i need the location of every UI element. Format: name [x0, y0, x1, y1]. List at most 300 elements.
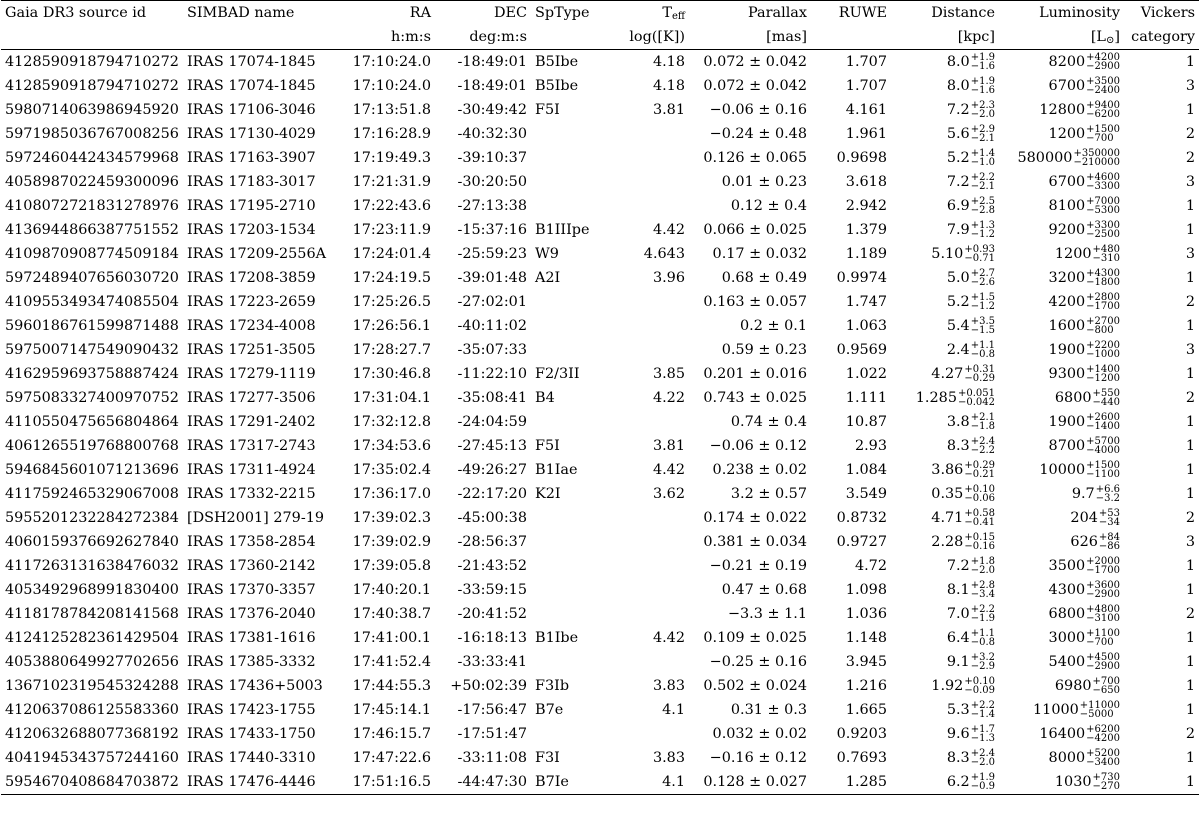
luminosity-error-upper: +3600	[1086, 580, 1120, 591]
cell-vickers-category: 1	[1185, 702, 1195, 718]
cell-luminosity	[999, 626, 1124, 650]
luminosity-error-lower: −3100	[1086, 613, 1120, 624]
table-row	[1, 218, 1199, 242]
luminosity-error-upper: +5200	[1086, 748, 1120, 759]
luminosity-error-lower: −2900	[1086, 589, 1120, 600]
table-row	[1, 578, 1199, 602]
distance-error	[971, 629, 995, 647]
table-row	[1, 506, 1199, 530]
cell-teff	[611, 170, 689, 194]
luminosity-value: 3500	[1048, 558, 1086, 574]
cell-teff: 3.81	[652, 438, 685, 454]
header-parallax-unit: [mas]	[689, 25, 811, 50]
cell-dec: -33:59:15	[457, 582, 527, 598]
distance-error-lower: −2.2	[970, 445, 995, 456]
cell-teff: 3.83	[652, 678, 685, 694]
luminosity-error	[1086, 581, 1120, 599]
cell-luminosity	[999, 98, 1124, 122]
distance-value: 4.27	[931, 366, 964, 382]
distance-error-upper: +1.1	[970, 340, 995, 351]
luminosity-error-lower: −2500	[1086, 229, 1120, 240]
cell-vickers-category: 1	[1185, 630, 1195, 646]
cell-sptype: B1Ibe	[535, 630, 579, 646]
cell-simbad-name: IRAS 17106-3046	[187, 102, 316, 118]
distance-value: 5.2	[946, 150, 970, 166]
header-lum-unit-post: ]	[1114, 28, 1120, 45]
cell-dec: -27:02:01	[457, 294, 527, 310]
distance-error	[971, 53, 995, 71]
distance-error	[958, 389, 995, 407]
cell-ruwe: 2.93	[854, 438, 887, 454]
luminosity-error-lower: −1800	[1086, 277, 1120, 288]
distance-error	[971, 197, 995, 215]
distance-value: 6.2	[946, 774, 970, 790]
header-ra: RA	[343, 1, 435, 26]
distance-value: 5.6	[946, 126, 970, 142]
luminosity-value: 6980	[1054, 678, 1092, 694]
cell-simbad-name: IRAS 17183-3017	[187, 174, 316, 190]
cell-ra: 17:41:52.4	[352, 654, 431, 670]
luminosity-error-upper: +1400	[1086, 364, 1120, 375]
cell-ra: 17:21:31.9	[352, 174, 431, 190]
header-units-gaia	[1, 25, 183, 50]
cell-simbad-name: IRAS 17234-4008	[187, 318, 316, 334]
cell-gaia-id: 5980714063986945920	[5, 102, 179, 118]
cell-simbad-name: IRAS 17163-3907	[187, 150, 316, 166]
distance-error-lower: −3.4	[970, 589, 995, 600]
cell-ra: 17:40:20.1	[352, 582, 431, 598]
cell-gaia-id: 4061265519768800768	[5, 438, 179, 454]
cell-gaia-id: 5960186761599871488	[5, 318, 179, 334]
distance-error	[971, 341, 995, 359]
cell-vickers-category: 1	[1185, 558, 1195, 574]
cell-dec: -44:47:30	[435, 770, 531, 795]
luminosity-error-upper: +1500	[1086, 124, 1120, 135]
cell-ruwe: 1.961	[845, 126, 887, 142]
luminosity-error-upper: +1500	[1086, 460, 1120, 471]
cell-luminosity	[999, 242, 1124, 266]
cell-ruwe: 2.942	[845, 198, 887, 214]
cell-teff	[611, 650, 689, 674]
header-lum-unit-pre: [L	[1090, 28, 1106, 45]
luminosity-value: 1030	[1054, 774, 1092, 790]
cell-ruwe: 1.216	[845, 678, 887, 694]
cell-gaia-id: 5954670408684703872	[1, 770, 183, 795]
cell-sptype	[531, 530, 611, 554]
cell-teff	[611, 146, 689, 170]
cell-ruwe: 3.618	[845, 174, 887, 190]
cell-sptype: B5Ibe	[535, 54, 579, 70]
cell-distance	[891, 170, 999, 194]
luminosity-value: 6800	[1048, 606, 1086, 622]
luminosity-error-upper: +9400	[1086, 100, 1120, 111]
cell-sptype	[531, 314, 611, 338]
cell-dec: -28:56:37	[457, 534, 527, 550]
cell-sptype: K2I	[535, 486, 561, 502]
cell-dec: -39:01:48	[457, 270, 527, 286]
luminosity-error-upper: +2700	[1086, 316, 1120, 327]
cell-sptype: B4	[535, 390, 555, 406]
distance-error	[971, 437, 995, 455]
cell-gaia-id: 5971985036767008256	[5, 126, 179, 142]
cell-distance	[891, 362, 999, 386]
cell-gaia-id: 4053880649927702656	[5, 654, 179, 670]
luminosity-error	[1086, 197, 1120, 215]
header-teff-subscript: eff	[671, 10, 685, 22]
distance-error-lower: −1.9	[970, 613, 995, 624]
cell-teff: 3.81	[652, 102, 685, 118]
table-row	[1, 434, 1199, 458]
distance-error-upper: +3.5	[970, 316, 995, 327]
cell-teff: 4.18	[652, 78, 685, 94]
distance-error-upper: +0.10	[964, 484, 995, 495]
distance-error-lower: −2.6	[970, 277, 995, 288]
cell-ra: 17:39:05.8	[352, 558, 431, 574]
cell-ra: 17:34:53.6	[352, 438, 431, 454]
cell-luminosity	[999, 722, 1124, 746]
cell-simbad-name: IRAS 17476-4446	[183, 770, 343, 795]
distance-error	[964, 461, 995, 479]
cell-ruwe: 1.707	[845, 78, 887, 94]
cell-ra: 17:24:01.4	[352, 246, 431, 262]
distance-error-lower: −2.8	[970, 205, 995, 216]
cell-teff	[611, 554, 689, 578]
cell-dec: -22:17:20	[457, 486, 527, 502]
cell-ruwe: 4.161	[845, 102, 887, 118]
table-row	[1, 530, 1199, 554]
cell-gaia-id: 5955201232284272384	[5, 510, 179, 526]
table-row	[1, 146, 1199, 170]
cell-ruwe: 0.9698	[836, 150, 887, 166]
cell-dec: -16:18:13	[457, 630, 527, 646]
cell-gaia-id: 4109870908774509184	[5, 246, 179, 262]
distance-error-upper: +2.9	[970, 124, 995, 135]
cell-ra: 17:32:12.8	[352, 414, 431, 430]
distance-error-upper: +2.1	[970, 412, 995, 423]
cell-teff: 4.42	[652, 630, 685, 646]
cell-simbad-name: IRAS 17436+5003	[187, 678, 323, 694]
cell-simbad-name: IRAS 17223-2659	[187, 294, 316, 310]
distance-error	[971, 557, 995, 575]
cell-distance	[891, 554, 999, 578]
luminosity-error	[1086, 53, 1120, 71]
distance-error-lower: −0.06	[964, 493, 995, 504]
luminosity-error-upper: +2200	[1086, 340, 1120, 351]
distance-value: 7.0	[946, 606, 970, 622]
cell-luminosity	[999, 74, 1124, 98]
distance-value: 3.86	[931, 462, 964, 478]
luminosity-error	[1086, 101, 1120, 119]
luminosity-error	[1086, 77, 1120, 95]
cell-luminosity	[999, 338, 1124, 362]
cell-dec: -27:45:13	[457, 438, 527, 454]
cell-ruwe: 1.036	[845, 606, 887, 622]
table-row	[1, 74, 1199, 98]
header-units-sptype	[531, 25, 611, 50]
cell-distance	[891, 674, 999, 698]
cell-ra: 17:28:27.7	[352, 342, 431, 358]
cell-ra: 17:25:26.5	[352, 294, 431, 310]
cell-vickers-category: 1	[1185, 222, 1195, 238]
luminosity-error-upper: +4500	[1086, 652, 1120, 663]
cell-dec: -30:20:50	[457, 174, 527, 190]
table-row	[1, 770, 1199, 795]
distance-error-lower: −2.1	[970, 181, 995, 192]
cell-ruwe: 0.9727	[836, 534, 887, 550]
cell-dec: -27:13:38	[457, 198, 527, 214]
cell-gaia-id: 4109553493474085504	[5, 294, 179, 310]
cell-simbad-name: IRAS 17433-1750	[187, 726, 316, 742]
table-row	[1, 482, 1199, 506]
cell-ra: 17:10:24.0	[352, 78, 431, 94]
cell-vickers-category: 1	[1185, 750, 1195, 766]
table-row	[1, 698, 1199, 722]
distance-error-lower: −0.21	[964, 469, 995, 480]
cell-vickers-category: 3	[1185, 246, 1195, 262]
cell-distance	[891, 746, 999, 770]
distance-value: 1.92	[931, 678, 964, 694]
cell-distance	[891, 698, 999, 722]
distance-error	[964, 365, 995, 383]
table-row	[1, 362, 1199, 386]
distance-error-lower: −0.71	[964, 253, 995, 264]
distance-error-upper: +0.15	[964, 532, 995, 543]
distance-value: 9.1	[946, 654, 970, 670]
distance-error-upper: +0.31	[964, 364, 995, 375]
cell-distance	[891, 410, 999, 434]
distance-error-lower: −1.2	[970, 229, 995, 240]
cell-distance	[891, 482, 999, 506]
luminosity-error	[1093, 389, 1120, 407]
cell-ra: 17:41:00.1	[352, 630, 431, 646]
cell-distance	[891, 290, 999, 314]
luminosity-value: 4300	[1048, 582, 1086, 598]
distance-error	[964, 509, 995, 527]
header-ruwe: RUWE	[811, 1, 891, 26]
cell-teff	[611, 530, 689, 554]
distance-error-upper: +2.7	[970, 268, 995, 279]
luminosity-error-lower: −2900	[1086, 661, 1120, 672]
distance-error	[971, 653, 995, 671]
cell-dec: -18:49:01	[457, 78, 527, 94]
luminosity-error-upper: +3500	[1086, 76, 1120, 87]
cell-dec: -40:32:30	[457, 126, 527, 142]
distance-error-upper: +2.2	[970, 604, 995, 615]
distance-error-upper: +1.3	[970, 220, 995, 231]
luminosity-error-lower: −1200	[1086, 373, 1120, 384]
cell-distance	[891, 218, 999, 242]
distance-error-lower: −1.6	[970, 61, 995, 72]
distance-error-upper: +2.3	[970, 100, 995, 111]
cell-simbad-name: [DSH2001] 279-19	[187, 510, 325, 526]
luminosity-value: 8200	[1048, 54, 1086, 70]
luminosity-error-lower: −34	[1098, 517, 1120, 528]
cell-sptype	[531, 650, 611, 674]
cell-gaia-id: 4041945343757244160	[5, 750, 179, 766]
cell-gaia-id: 5972460442434579968	[5, 150, 179, 166]
distance-value: 6.4	[946, 630, 970, 646]
distance-error	[971, 725, 995, 743]
cell-ra: 17:16:28.9	[352, 126, 431, 142]
luminosity-value: 16400	[1039, 726, 1086, 742]
distance-error-lower: −2.1	[970, 133, 995, 144]
cell-ruwe: 0.9569	[836, 342, 887, 358]
cell-distance	[891, 434, 999, 458]
luminosity-error	[1080, 701, 1120, 719]
distance-error-upper: +1.5	[970, 292, 995, 303]
cell-gaia-id: 5975083327400970752	[5, 390, 179, 406]
cell-parallax: −0.16 ± 0.12	[709, 750, 807, 766]
distance-value: 2.4	[946, 342, 970, 358]
cell-gaia-id: 4162959693758887424	[5, 366, 179, 382]
cell-parallax: −0.06 ± 0.16	[709, 102, 807, 118]
cell-luminosity	[999, 602, 1124, 626]
cell-ruwe: 1.148	[845, 630, 887, 646]
distance-error	[964, 485, 995, 503]
cell-distance	[891, 266, 999, 290]
cell-ruwe: 1.379	[845, 222, 887, 238]
cell-distance	[891, 386, 999, 410]
luminosity-error-lower: −440	[1092, 397, 1120, 408]
cell-sptype: B7Ie	[531, 770, 611, 795]
cell-gaia-id: 4128590918794710272	[5, 78, 179, 94]
cell-sptype	[531, 194, 611, 218]
cell-luminosity	[999, 578, 1124, 602]
cell-simbad-name: IRAS 17360-2142	[187, 558, 316, 574]
cell-vickers-category: 2	[1185, 126, 1195, 142]
cell-ra: 17:31:04.1	[352, 390, 431, 406]
cell-ruwe: 3.945	[845, 654, 887, 670]
distance-error	[971, 77, 995, 95]
sun-symbol-icon: ⊙	[1105, 34, 1115, 46]
distance-error-upper: +1.1	[970, 628, 995, 639]
cell-simbad-name: IRAS 17279-1119	[187, 366, 316, 382]
cell-teff	[611, 578, 689, 602]
cell-parallax: 0.072 ± 0.042	[703, 78, 807, 94]
luminosity-value: 10000	[1039, 462, 1086, 478]
luminosity-error-lower: −1000	[1086, 349, 1120, 360]
table-row	[1, 650, 1199, 674]
table-row	[1, 722, 1199, 746]
distance-value: 7.2	[946, 102, 970, 118]
distance-error-upper: +1.8	[970, 556, 995, 567]
luminosity-value: 204	[1070, 510, 1098, 526]
cell-gaia-id: 4058987022459300096	[5, 174, 179, 190]
cell-gaia-id: 4060159376692627840	[5, 534, 179, 550]
cell-luminosity	[999, 554, 1124, 578]
luminosity-error-lower: −5300	[1086, 205, 1120, 216]
luminosity-error	[1086, 413, 1120, 431]
table-row	[1, 122, 1199, 146]
cell-teff: 4.1	[611, 770, 689, 795]
cell-parallax: 0.201 ± 0.016	[703, 366, 807, 382]
luminosity-error-upper: +4800	[1086, 604, 1120, 615]
cell-sptype: W9	[535, 246, 559, 262]
luminosity-error	[1093, 677, 1120, 695]
cell-parallax: 0.381 ± 0.034	[703, 534, 807, 550]
cell-luminosity	[999, 50, 1124, 75]
cell-teff	[611, 722, 689, 746]
cell-simbad-name: IRAS 17376-2040	[187, 606, 316, 622]
cell-dec: -25:59:23	[457, 246, 527, 262]
cell-luminosity	[999, 482, 1124, 506]
distance-error-upper: +0.051	[957, 388, 995, 399]
cell-dec: -30:49:42	[457, 102, 527, 118]
cell-simbad-name: IRAS 17074-1845	[187, 78, 316, 94]
cell-parallax: 0.502 ± 0.024	[703, 678, 807, 694]
luminosity-error-lower: −1400	[1086, 421, 1120, 432]
cell-luminosity	[999, 698, 1124, 722]
cell-teff: 3.62	[652, 486, 685, 502]
distance-error-lower: −0.8	[970, 349, 995, 360]
cell-distance	[891, 50, 999, 75]
cell-teff: 4.42	[652, 462, 685, 478]
cell-distance	[891, 458, 999, 482]
table-row	[1, 338, 1199, 362]
luminosity-error-upper: +2000	[1086, 556, 1120, 567]
cell-ra: 17:51:16.5	[343, 770, 435, 795]
luminosity-error-lower: −3400	[1086, 757, 1120, 768]
distance-error-upper: +2.2	[970, 700, 995, 711]
cell-sptype	[531, 170, 611, 194]
cell-distance	[891, 338, 999, 362]
luminosity-error	[1086, 173, 1120, 191]
cell-ruwe: 1.285	[811, 770, 891, 795]
cell-simbad-name: IRAS 17381-1616	[187, 630, 316, 646]
cell-sptype: B1Iae	[535, 462, 578, 478]
table-row	[1, 386, 1199, 410]
header-vickers-unit: category	[1124, 25, 1199, 50]
cell-vickers-category: 2	[1185, 150, 1195, 166]
distance-error-lower: −2.0	[970, 109, 995, 120]
cell-distance	[891, 506, 999, 530]
cell-ra: 17:36:17.0	[352, 486, 431, 502]
cell-luminosity	[999, 146, 1124, 170]
cell-dec: -24:04:59	[457, 414, 527, 430]
luminosity-error	[1086, 629, 1120, 647]
cell-distance	[891, 194, 999, 218]
luminosity-value: 4200	[1048, 294, 1086, 310]
distance-error-upper: +1.4	[970, 148, 995, 159]
cell-teff	[611, 314, 689, 338]
luminosity-value: 626	[1070, 534, 1098, 550]
cell-simbad-name: IRAS 17291-2402	[187, 414, 316, 430]
cell-ruwe: 1.707	[845, 54, 887, 70]
cell-ruwe: 0.7693	[836, 750, 887, 766]
cell-dec: -17:51:47	[457, 726, 527, 742]
cell-simbad-name: IRAS 17440-3310	[187, 750, 316, 766]
luminosity-error-upper: +4200	[1086, 52, 1120, 63]
distance-error-lower: −1.6	[970, 85, 995, 96]
luminosity-error	[1086, 725, 1120, 743]
cell-luminosity	[999, 386, 1124, 410]
header-dec-unit: deg:m:s	[435, 25, 531, 50]
distance-error	[971, 293, 995, 311]
distance-error-upper: +3.2	[970, 652, 995, 663]
distance-error-lower: −0.042	[957, 397, 995, 408]
luminosity-error-upper: +3300	[1086, 220, 1120, 231]
luminosity-error-lower: −5000	[1079, 709, 1114, 720]
cell-luminosity	[999, 266, 1124, 290]
cell-teff: 4.42	[652, 222, 685, 238]
cell-sptype	[531, 338, 611, 362]
luminosity-error-lower: −650	[1092, 685, 1120, 696]
cell-gaia-id: 1367102319545324288	[5, 678, 179, 694]
header-parallax: Parallax	[689, 1, 811, 26]
cell-distance	[891, 74, 999, 98]
luminosity-error-upper: +7000	[1086, 196, 1120, 207]
luminosity-value: 580000	[1017, 150, 1073, 166]
